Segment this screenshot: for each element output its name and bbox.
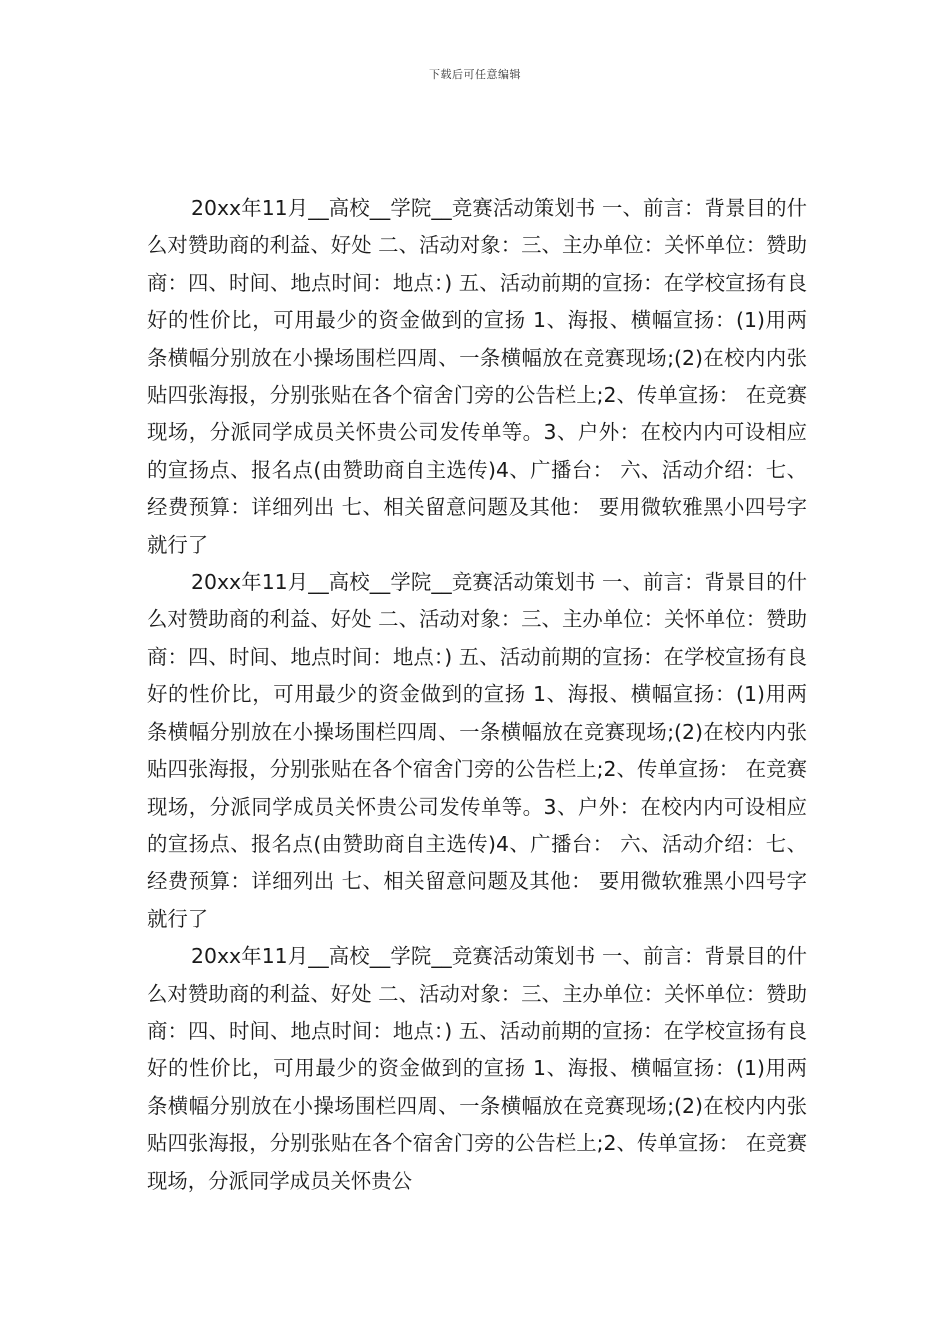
paragraph: 20xx年11月__高校__学院__竞赛活动策划书 一、前言：背景目的什么对赞助商的利益、好处 二、活动对象：三、主办单位：关怀单位：赞助商：四、时间、地点时间：地点：) 五、活动前期的宣扬：在学校宣扬有良好的性价比，可用最少的资金做到的宣扬 1、海报、横幅宣扬：(1)用两条横幅分别放在小操场围栏四周、一条横幅放在竞赛现场;(2)在校内内张贴四张海报，分别张贴在各个宿舍门旁的公告栏上;2、传单宣扬： 在竞赛现场，分派同学成员关怀贵公 [147, 944, 807, 1193]
paragraph: 20xx年11月__高校__学院__竞赛活动策划书 一、前言：背景目的什么对赞助商的利益、好处 二、活动对象：三、主办单位：关怀单位：赞助商：四、时间、地点时间：地点：) 五、活动前期的宣扬：在学校宣扬有良好的性价比，可用最少的资金做到的宣扬 1、海报、横幅宣扬：(1)用两条横幅分别放在小操场围栏四周、一条横幅放在竞赛现场;(2)在校内内张贴四张海报，分别张贴在各个宿舍门旁的公告栏上;2、传单宣扬： 在竞赛现场，分派同学成员关怀贵公司发传单等。3、户外：在校内内可设相应的宣扬点、报名点(由赞助商自主选传)4、广播台： 六、活动介绍：七、经费预算：详细列出 七、相关留意问题及其他： 要用微软雅黑小四号字就行了 [147, 570, 807, 931]
paragraph: 20xx年11月__高校__学院__竞赛活动策划书 一、前言：背景目的什么对赞助商的利益、好处 二、活动对象：三、主办单位：关怀单位：赞助商：四、时间、地点时间：地点：) 五、活动前期的宣扬：在学校宣扬有良好的性价比，可用最少的资金做到的宣扬 1、海报、横幅宣扬：(1)用两条横幅分别放在小操场围栏四周、一条横幅放在竞赛现场;(2)在校内内张贴四张海报，分别张贴在各个宿舍门旁的公告栏上;2、传单宣扬： 在竞赛现场，分派同学成员关怀贵公司发传单等。3、户外：在校内内可设相应的宣扬点、报名点(由赞助商自主选传)4、广播台： 六、活动介绍：七、经费预算：详细列出 七、相关留意问题及其他： 要用微软雅黑小四号字就行了 [147, 196, 807, 557]
page-header: 下载后可任意编辑 [429, 68, 521, 81]
document-body [147, 190, 807, 1200]
